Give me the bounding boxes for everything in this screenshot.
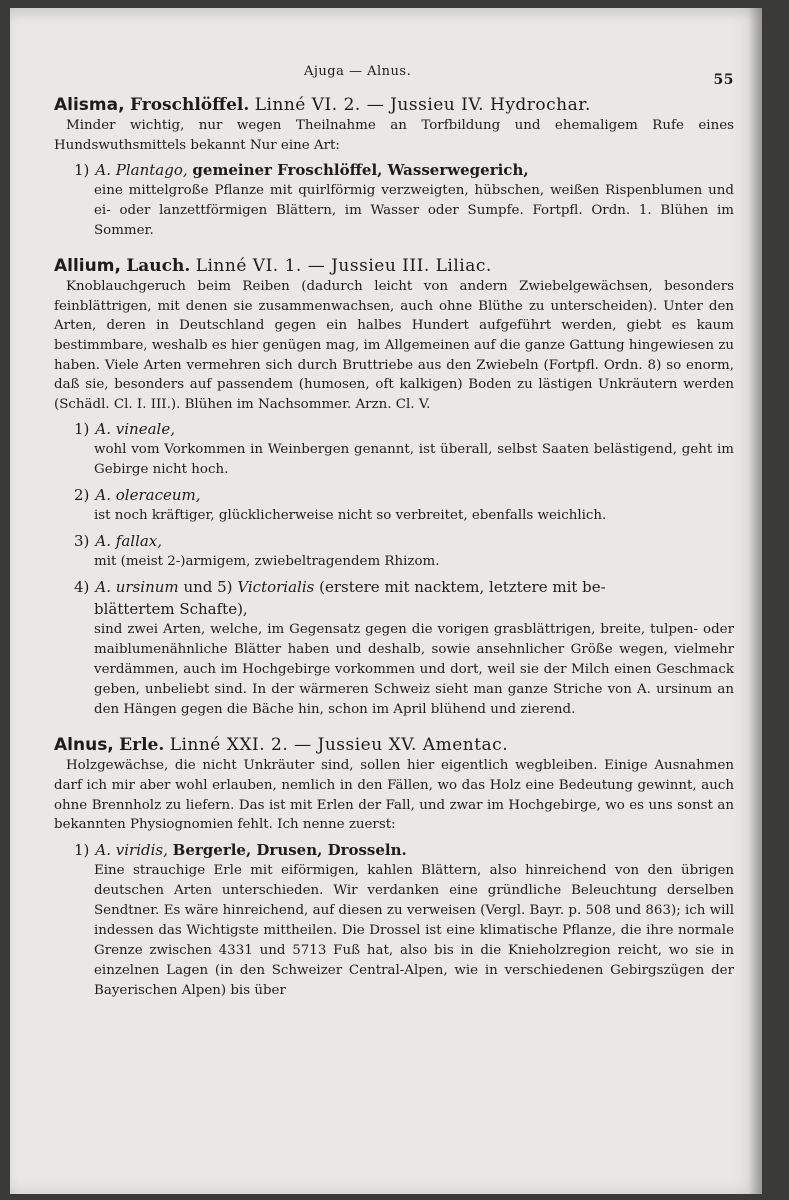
genus-heading-alnus [54, 734, 734, 756]
page-number: 55 [713, 72, 734, 88]
genus-name: Alisma, [54, 95, 125, 115]
species-heading [74, 839, 734, 861]
species-heading [74, 159, 734, 181]
species-number: 1) [74, 840, 90, 859]
genus-classification: Linné XXI. 2. — Jussieu XV. Amentac. [169, 735, 509, 756]
running-head-title: Ajuga — Alnus. [304, 64, 412, 79]
genus-common-name: Lauch. [126, 256, 191, 277]
genus-name: Alnus, [54, 735, 114, 756]
species-number: 4) [74, 578, 90, 597]
species-description: ist noch kräftiger, glücklicherweise nicht so verbreitet, ebenfalls weichlich. [94, 508, 607, 524]
genus-heading-allium [54, 255, 734, 277]
species-latin: A. ursinum [95, 578, 179, 597]
species-latin: A. fallax, [95, 532, 163, 551]
species-heading [74, 576, 734, 598]
species-number: 3) [74, 532, 90, 551]
genus-description: Holzgewächse, die nicht Unkräuter sind, sollen hier eigentlich wegbleiben. Einige Ausnahmen darf ich mir aber wohl erlauben, nemlich in den Fällen, wo das Holz eine Bedeutung gewinnt, auch ohne Brennholz zu liefern. Das ist mit Erlen der Fall, und zwar im Hochgebirge, wo es uns sonst an bekannten Physiognomien fehlt. Ich nenne zuerst: [54, 758, 734, 833]
genus-common-name: Erle. [119, 735, 165, 756]
book-page [10, 8, 762, 1194]
page-content [54, 62, 734, 1001]
species-connector: und 5) [183, 578, 233, 597]
species-heading [74, 530, 734, 552]
species-latin: A. vineale, [95, 420, 175, 439]
species-heading [74, 484, 734, 506]
species-note-continuation [94, 598, 734, 620]
species-latin: A. viridis, [95, 840, 168, 859]
species-note: blättertem Schafte), [94, 600, 248, 619]
species-latin: A. oleraceum, [95, 486, 201, 505]
page-shadow [748, 8, 762, 1194]
species-number: 2) [74, 486, 90, 505]
species-common-name: Bergerle, Drusen, Drosseln. [172, 840, 407, 859]
species-latin: A. Plantago, [95, 161, 188, 180]
species-number: 1) [74, 161, 90, 180]
genus-classification: Linné VI. 2. — Jussieu IV. Hydrochar. [254, 95, 591, 115]
species-latin: Victorialis [237, 578, 315, 597]
species-description: sind zwei Arten, welche, im Gegensatz gegen die vorigen grasblättrigen, breite, tulpen- oder maiblumenähnliche Blätter haben und deshalb, sowie ansehnlicher Größe wegen, vielmehr verdämmen, auch im Hochgebirge vorkommen und dort, weil sie der Milch einen Geschmack geben, unbeliebt sind. In der wärmeren Schweiz sieht man ganze Striche von A. ursinum an den Hängen gegen die Bäche hin, schon im April blühend und zierend. [94, 622, 734, 718]
running-head [54, 62, 734, 92]
species-description: mit (meist 2-)armigem, zwiebeltragendem Rhizom. [94, 554, 440, 570]
species-heading [74, 418, 734, 440]
species-description: eine mittelgroße Pflanze mit quirlförmig verzweigten, hübschen, weißen Rispenblumen und ei- oder lanzettförmigen Blättern, im Wasser oder Sumpfe. Fortpfl. Ordn. 1. Blühen im Sommer. [94, 183, 734, 239]
species-common-name: gemeiner Froschlöffel, Wasserwegerich, [192, 161, 529, 180]
species-description: Eine strauchige Erle mit eiförmigen, kahlen Blättern, also hinreichend von den übrigen deutschen Arten unterschieden. Wir verdanken eine gründliche Beleuchtung derselben Sendtner. Es wäre hinreichend, auf diesen zu verweisen (Vergl. Bayr. p. 508 und 863); ich will indessen das Wichtigste mittheilen. Die Drossel ist eine klimatische Pflanze, die ihre normale Grenze zwischen 4331 und 5713 Fuß hat, also bis in die Knieholzregion reicht, wo sie in einzelnen Lagen (in den Schweizer Central-Alpen, wie in verschiedenen Gebirgszügen der Bayerischen Alpen) bis über [94, 862, 734, 998]
genus-common-name: Froschlöffel. [129, 95, 250, 115]
genus-heading-alisma [54, 94, 734, 116]
genus-classification: Linné VI. 1. — Jussieu III. Liliac. [195, 256, 492, 277]
genus-description: Knoblauchgeruch beim Reiben (dadurch leicht von andern Zwiebelgewächsen, besonders feinblättrigen, mit denen sie zusammenwachsen, auch ohne Blüthe zu unterscheiden). Unter den Arten, deren in Deutschland gegen ein halbes Hundert aufgeführt werden, giebt es kaum bestimmbare, weshalb es hier genügen mag, im Allgemeinen auf die ganze Gattung hingewiesen zu haben. Viele Arten vermehren sich durch Bruttriebe aus den Zwiebeln (Fortpfl. Ordn. 8) so enorm, daß sie, besonders auf passendem (humosen, oft kalkigen) Boden zu lästigen Unkräutern werden (Schädl. Cl. I. III.). Blühen im Nachsommer. Arzn. Cl. V. [54, 279, 734, 412]
genus-name: Allium, [54, 256, 121, 277]
species-number: 1) [74, 420, 90, 439]
species-description: wohl vom Vorkommen in Weinbergen genannt, ist überall, selbst Saaten belästigend, geht im Gebirge nicht hoch. [94, 442, 734, 478]
genus-description: Minder wichtig, nur wegen Theilnahme an Torfbildung und ehemaligem Rufe eines Hundswuthsmittels bekannt Nur eine Art: [54, 118, 734, 153]
species-note: (erstere mit nacktem, letztere mit be- [319, 578, 606, 597]
